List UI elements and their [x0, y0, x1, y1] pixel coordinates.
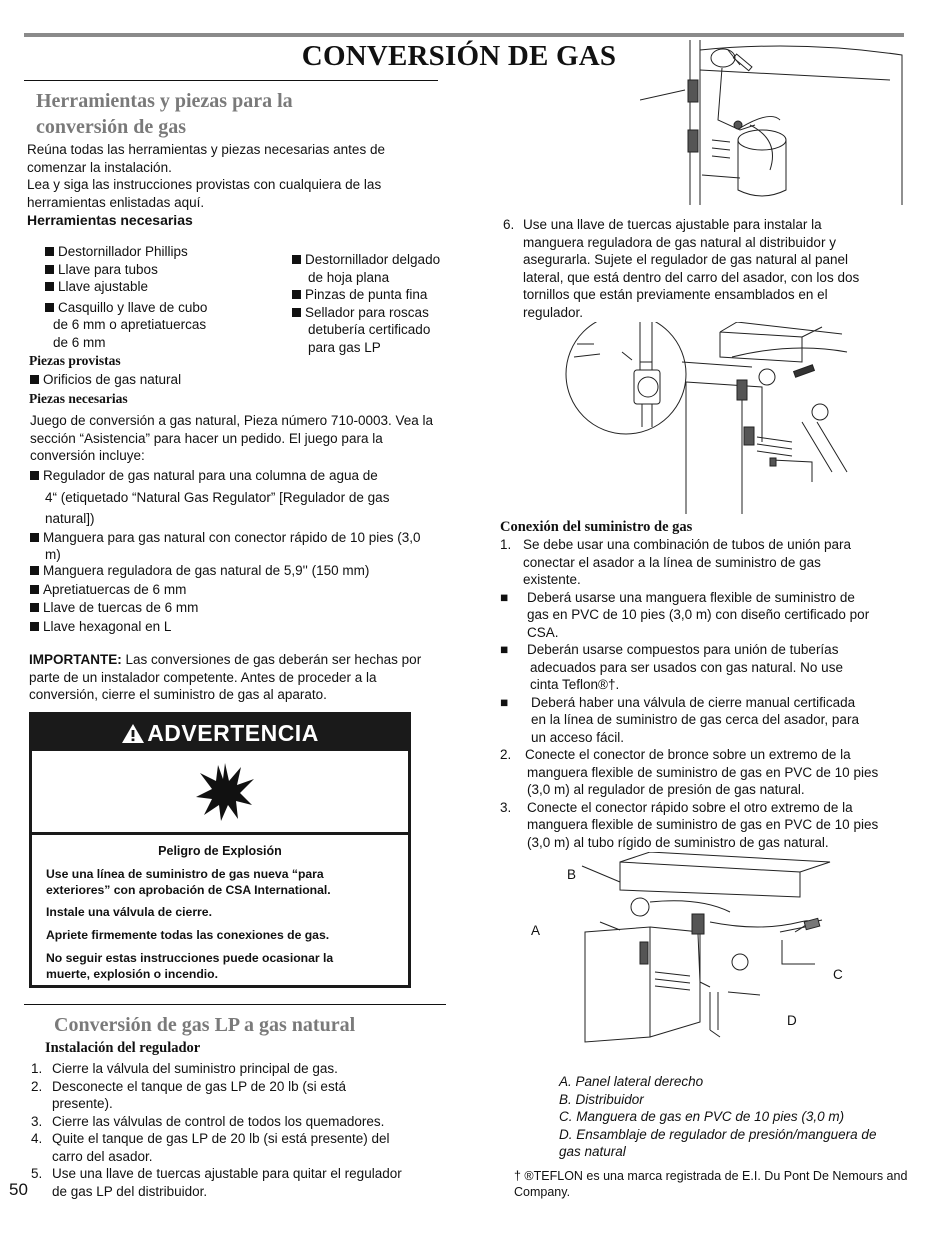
bullet-icon: [30, 375, 39, 384]
step-item: 4. Quite el tanque de gas LP de 20 lb (si está presente) del carro del asador.: [31, 1131, 390, 1164]
bullet-icon: [30, 622, 39, 631]
step-item: 2. Desconecte el tanque de gas LP de 20 lb (si está presente).: [31, 1078, 346, 1111]
tools-heading-line2: conversión de gas: [36, 116, 186, 138]
legend-item: A. Panel lateral derecho: [559, 1074, 704, 1089]
list-item-cont: de 6 mm: [53, 334, 106, 350]
figure-legend: [559, 1073, 929, 1161]
list-item: Pinzas de punta fina: [292, 286, 482, 304]
bullet-icon: [30, 585, 39, 594]
supply-item: 3. Conecte el conector rápido sobre el otro extremo de la manguera flexible de suministro de gas en PVC de 10 pies (3,0 m) al tubo rígido de suministro de gas natural.: [500, 799, 879, 850]
intro-line: Lea y siga las instrucciones provistas con cualquiera de las: [27, 177, 382, 192]
provided-item: Orificios de gas natural: [30, 371, 181, 389]
provided-heading: Piezas provistas: [29, 353, 121, 368]
bullet-icon: [30, 603, 39, 612]
parts-line: sección “Asistencia” para hacer un pedido. El juego para la: [30, 430, 383, 446]
page-title: CONVERSIÓN DE GAS: [301, 40, 617, 72]
warning-line: Instale una válvula de cierre.: [46, 905, 212, 919]
list-item-cont: m): [45, 547, 61, 562]
bullet-icon: ■: [500, 694, 509, 710]
bullet-icon: [30, 471, 39, 480]
legend-item: D. Ensamblaje de regulador de presión/manguera de: [559, 1126, 877, 1142]
figure-label-d: D: [787, 1013, 797, 1028]
list-item-cont: detubería certificado: [308, 322, 431, 337]
warning-line: No seguir estas instrucciones puede ocasionar la: [46, 951, 334, 965]
list-item-cont: de 6 mm o apretiatuercas: [53, 317, 207, 332]
intro-line: Reúna todas las herramientas y piezas necesarias antes de: [27, 142, 385, 157]
explosion-icon: [194, 761, 256, 823]
list-item: Llave de tuercas de 6 mm: [30, 599, 470, 618]
important-line: parte de un instalador competente. Antes de proceder a la: [29, 669, 377, 685]
supply-item: ■ Deberá usarse una manguera flexible de suministro de gas en PVC de 10 pies (3,0 m) con diseño certificado por CSA.: [500, 589, 870, 640]
bullet-icon: ■: [500, 642, 509, 657]
tools-right-list: [292, 251, 482, 356]
list-item: Llave ajustable: [45, 278, 265, 296]
list-item: Llave para tubos: [45, 261, 265, 279]
warning-triangle-icon: [121, 723, 145, 744]
bullet-icon: [292, 255, 301, 264]
legend-item: C. Manguera de gas en PVC de 10 pies (3,0 m): [559, 1109, 845, 1124]
warning-line: exteriores” con aprobación de CSA International.: [46, 883, 331, 897]
warning-line: muerte, explosión o incendio.: [46, 967, 219, 981]
connection-illustration: [560, 852, 860, 1048]
top-rule: [24, 33, 904, 37]
warning-title: ADVERTENCIA: [147, 720, 319, 746]
supply-item: 2. Conecte el conector de bronce sobre un extremo de la manguera flexible de suministro de gas en PVC de 10 pies (3,0 m) al regulador de presión de gas natural.: [500, 747, 879, 797]
step-item: 5. Use una llave de tuercas ajustable para quitar el regulador de gas LP del distribuidor.: [31, 1166, 402, 1199]
warning-line: Apriete firmemente todas las conexiones de gas.: [46, 928, 330, 942]
important-note: [29, 651, 469, 704]
bullet-icon: [45, 282, 54, 291]
bullet-icon: [45, 303, 54, 312]
list-item-cont: 4“ (etiquetado “Natural Gas Regulator” [Regulador de gas: [45, 489, 390, 505]
parts-line: Juego de conversión a gas natural, Pieza número 710-0003. Vea la: [30, 413, 434, 428]
supply-item: ■ Deberán usarse compuestos para unión de tuberías adecuados para ser usados con gas natural. No use cinta Teflon®†.: [500, 642, 843, 692]
bullet-icon: [30, 566, 39, 575]
bullet-icon: [292, 308, 301, 317]
tools-left-list: [45, 243, 265, 351]
list-item: Destornillador delgado: [292, 251, 482, 269]
bullet-icon: [30, 533, 39, 542]
important-line: Las conversiones de gas deberán ser hechas por: [121, 652, 422, 667]
list-item: Manguera reguladora de gas natural de 5,9'' (150 mm): [30, 562, 470, 581]
list-item-cont: para gas LP: [308, 339, 381, 355]
supply-heading: Conexión del suministro de gas: [500, 519, 693, 535]
parts-line: conversión incluye:: [30, 448, 145, 463]
tools-heading-line1: Herramientas y piezas para la: [36, 90, 293, 112]
parts-intro: [30, 412, 470, 465]
tools-intro: [27, 141, 447, 211]
bullet-icon: [45, 265, 54, 274]
legend-item: B. Distribuidor: [559, 1091, 644, 1107]
step-item: 6. Use una llave de tuercas ajustable para instalar la manguera reguladora de gas natural al distribuidor y asegurarla. Sujete el regulador de gas natural al panel lateral, que está dentro del carro del asador, con los dos tornillos que están previamente ensamblados en el regulador.: [503, 217, 860, 320]
supply-list: [500, 536, 930, 851]
footnote-line: Company.: [514, 1185, 571, 1199]
list-item: Destornillador Phillips: [45, 243, 265, 261]
step-6: [503, 216, 923, 321]
list-item: Manguera para gas natural con conector rápido de 10 pies (3,0: [30, 529, 470, 548]
supply-item: ■ Deberá haber una válvula de cierre manual certificada en la línea de suministro de gas cerca del asador, para un acceso fácil.: [500, 694, 859, 745]
list-item: Apretiatuercas de 6 mm: [30, 581, 470, 600]
kit-list: [30, 467, 470, 636]
bullet-icon: [45, 247, 54, 256]
list-item-cont: de hoja plana: [308, 269, 390, 285]
bullet-icon: [292, 290, 301, 299]
step-item: 1. Cierre la válvula del suministro principal de gas.: [31, 1061, 338, 1076]
figure-label-b: B: [567, 867, 577, 882]
tools-needed-heading: Herramientas necesarias: [27, 212, 193, 228]
intro-line: herramientas enlistadas aquí.: [27, 194, 205, 210]
lp-heading: Conversión de gas LP a gas natural: [54, 1014, 356, 1036]
warning-divider: [32, 832, 408, 835]
regulator-illustration: [562, 322, 852, 514]
bullet-icon: ■: [500, 589, 509, 605]
parts-heading: Piezas necesarias: [29, 391, 128, 406]
page-number: 50: [9, 1180, 28, 1199]
warning-box: [29, 712, 411, 988]
lp-steps: [31, 1060, 451, 1200]
supply-item: 1. Se debe usar una combinación de tubos de unión para conectar el asador a la línea de suministro de gas existente.: [500, 537, 851, 587]
list-item-cont: natural]): [45, 511, 95, 526]
warning-header: [32, 715, 408, 751]
list-item: Casquillo y llave de cubo: [45, 299, 265, 317]
figure-label-a: A: [531, 923, 541, 938]
lp-subheading: Instalación del regulador: [45, 1040, 201, 1056]
important-label: IMPORTANTE:: [29, 652, 122, 667]
footnote-line: † ®TEFLON es una marca registrada de E.I. Du Pont De Nemours and: [514, 1169, 908, 1183]
intro-line: comenzar la instalación.: [27, 159, 172, 175]
section-divider: [24, 80, 438, 81]
step-item: 3. Cierre las válvulas de control de todos los quemadores.: [31, 1113, 385, 1129]
warning-subtitle: Peligro de Explosión: [158, 844, 282, 858]
warning-line: Use una línea de suministro de gas nueva “para: [46, 867, 324, 881]
important-line: conversión, cierre el suministro de gas al aparato.: [29, 687, 327, 702]
list-item: Regulador de gas natural para una columna de agua de: [30, 467, 470, 486]
figure-label-c: C: [833, 967, 843, 982]
footnote: [514, 1168, 934, 1200]
section-divider: [24, 1004, 446, 1005]
legend-item: gas natural: [559, 1144, 626, 1159]
list-item: Llave hexagonal en L: [30, 618, 470, 637]
list-item: Sellador para roscas: [292, 304, 482, 322]
tools-heading: [36, 88, 293, 140]
lp-tank-illustration: [640, 40, 910, 205]
